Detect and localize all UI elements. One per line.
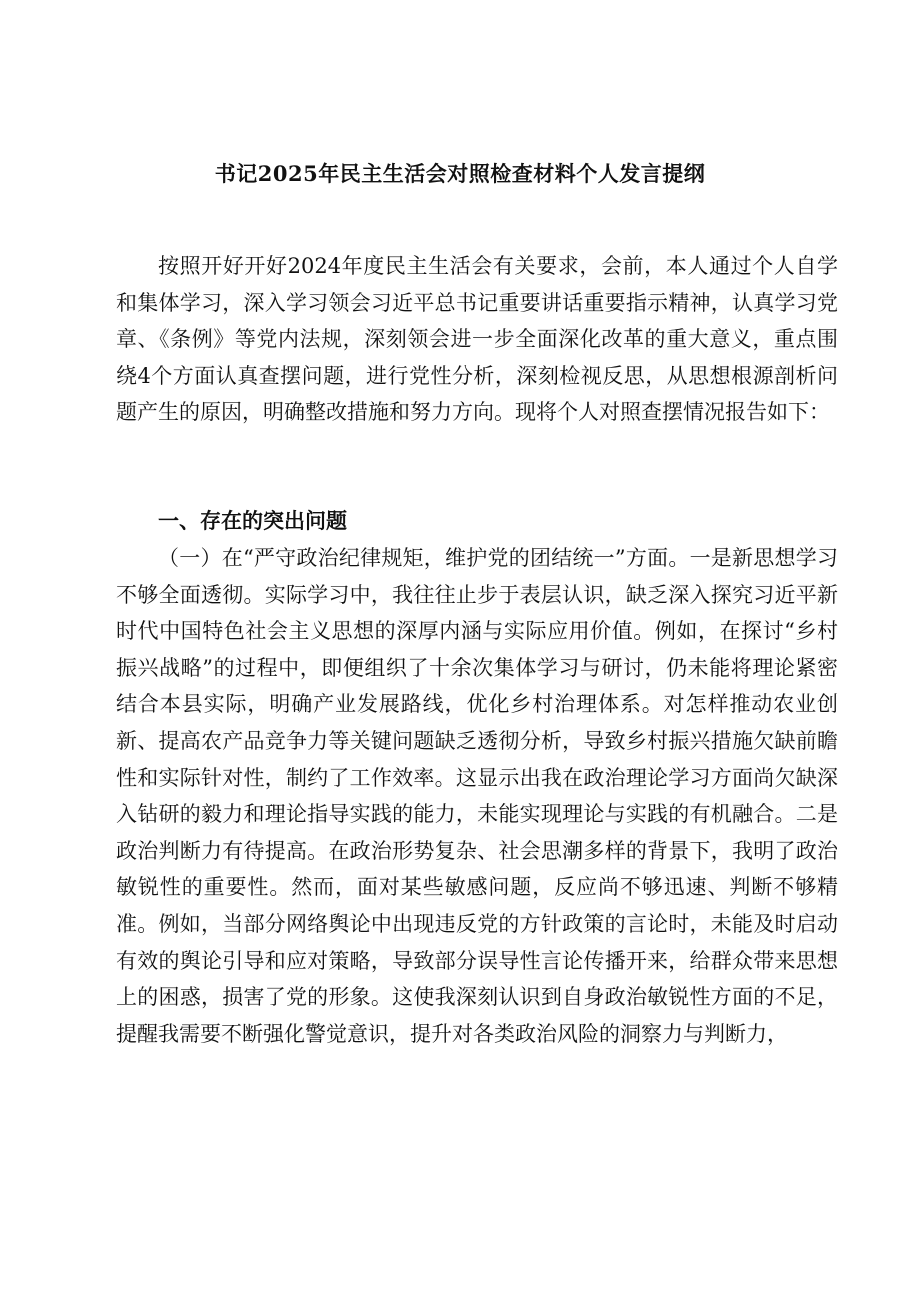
intro-paragraph: 按照开好开好2024年度民主生活会有关要求，会前，本人通过个人自学和集体学习，深入学习领会习近平总书记重要讲话重要指示精神，认真学习党章、《条例》等党内法规，深刻领会进一步全面深化改革的重大意义，重点围绕4个方面认真查摆问题，进行党性分析，深刻检视反思，从思想根源剖析问题产生的原因，明确整改措施和努力方向。现将个人对照查摆情况报告如下： xyxy=(116,254,838,425)
section-heading: 一、存在的突出问题 xyxy=(158,508,347,533)
document-title: 书记2025年民主生活会对照检查材料个人发言提纲 xyxy=(214,161,706,186)
section-1-paragraph: （一）在“严守政治纪律规矩，维护党的团结统一”方面。一是新思想学习不够全面透彻。实际学习中，我往往止步于表层认识，缺乏深入探究习近平新时代中国特色社会主义思想的深厚内涵与实际应用价值。例如，在探讨“乡村振兴战略”的过程中，即便组织了十余次集体学习与研讨，仍未能将理论紧密结合本县实际，明确产业发展路线，优化乡村治理体系。对怎样推动农业创新、提高农产品竞争力等关键问题缺乏透彻分析，导致乡村振兴措施欠缺前瞻性和实际针对性，制约了工作效率。这显示出我在政治理论学习方面尚欠缺深入钻研的毅力和理论指导实践的能力，未能实现理论与实践的有机融合。二是政治判断力有待提高。在政治形势复杂、社会思潮多样的背景下，我明了政治敏锐性的重要性。然而，面对某些敏感问题，反应尚不够迅速、判断不够精准。例如，当部分网络舆论中出现违反党的方针政策的言论时，未能及时启动有效的舆论引导和应对策略，导致部分误导性言论传播开来，给群众带来思想上的困惑，损害了党的形象。这使我深刻认识到自身政治敏锐性方面的不足，提醒我需要不断强化警觉意识，提升对各类政治风险的洞察力与判断力， xyxy=(116,546,838,1046)
